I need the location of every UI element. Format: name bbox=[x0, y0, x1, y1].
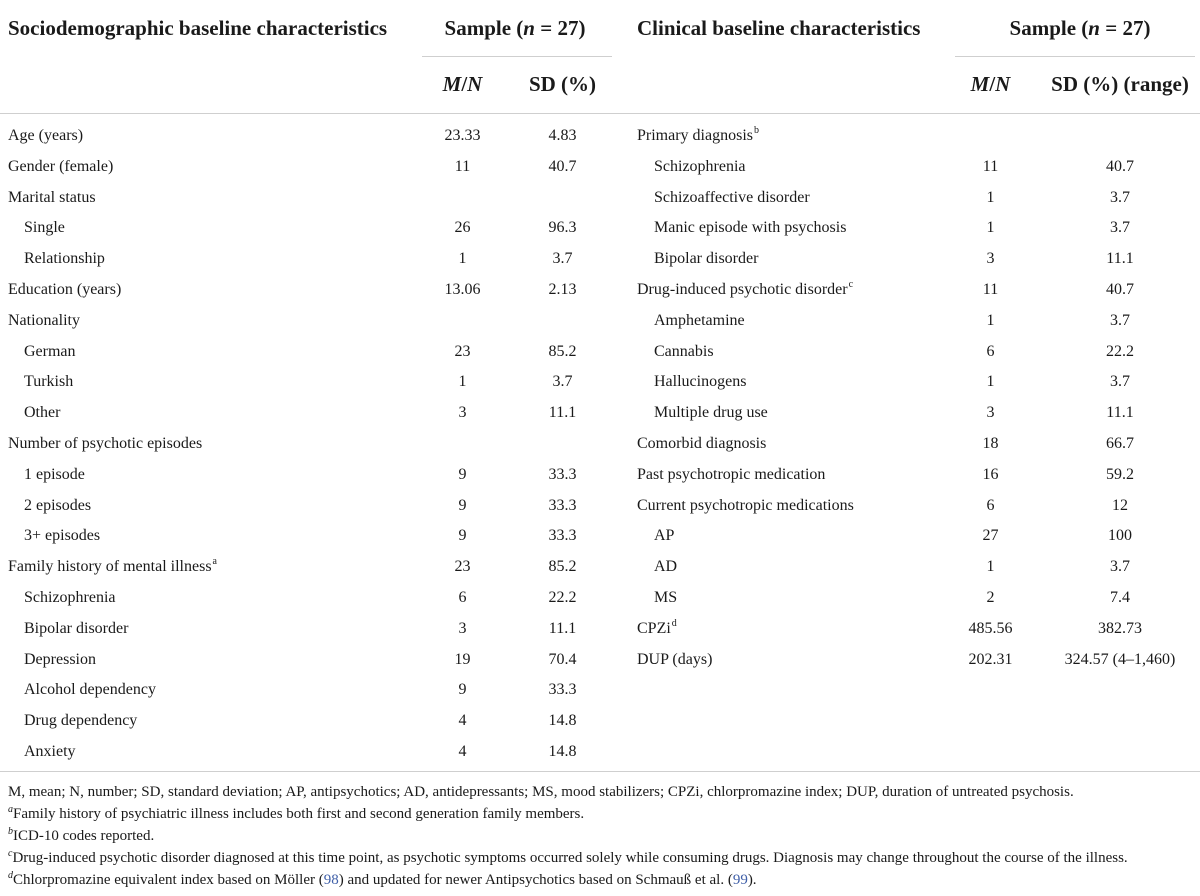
row-label: Amphetamine bbox=[654, 311, 745, 329]
row-mn-value: 1 bbox=[458, 373, 467, 391]
row-mn-value: 11 bbox=[982, 157, 999, 175]
row-sd-value: 85.2 bbox=[548, 558, 577, 576]
row-sd-value: 3.7 bbox=[1110, 311, 1130, 329]
row-label: Bipolar disorder bbox=[24, 619, 129, 637]
row-label: Multiple drug use bbox=[654, 404, 768, 422]
row-label: AP bbox=[654, 527, 675, 545]
row-mn-value: 6 bbox=[458, 589, 467, 606]
right-col-sd: SD (%) (range) bbox=[1051, 72, 1189, 96]
row-label: Relationship bbox=[24, 250, 105, 268]
row-mn-value: 9 bbox=[458, 681, 467, 699]
footnote-c: $^c$Drug-induced psychotic disorder diagnosed at this time point, as psychotic symptoms occurred solely while consuming drugs. Diagnosis may change throughout the course of the illness. bbox=[8, 848, 1128, 866]
row-mn-value: 1 bbox=[986, 373, 995, 391]
row-sd-value: 100 bbox=[1108, 527, 1132, 545]
row-label: Single bbox=[24, 219, 65, 237]
reference-link-98[interactable]: 98 bbox=[323, 872, 339, 888]
row-mn-value: 4 bbox=[458, 743, 467, 760]
row-sd-value: 3.7 bbox=[552, 250, 573, 268]
row-label: Turkish bbox=[24, 373, 74, 391]
row-mn-value: 1 bbox=[986, 219, 995, 237]
left-col-sd: SD (%) bbox=[528, 72, 597, 96]
right-table-header: Clinical baseline characteristics bbox=[637, 16, 921, 40]
row-sd-value: 14.8 bbox=[548, 743, 577, 760]
row-mn-value: 1 bbox=[458, 250, 467, 268]
row-sd-value: 2.13 bbox=[548, 281, 577, 298]
row-sd-value: 33.3 bbox=[548, 496, 577, 514]
row-sd-value: 11.1 bbox=[548, 404, 577, 422]
row-sd-value: 7.4 bbox=[1110, 589, 1130, 606]
row-label: Depression bbox=[24, 650, 96, 668]
row-label: Comorbid diagnosis bbox=[637, 435, 767, 452]
row-sd-value: 33.3 bbox=[548, 465, 577, 483]
row-mn-value: 9 bbox=[458, 496, 467, 514]
row-mn-value: 11 bbox=[982, 281, 999, 298]
row-label: Education (years) bbox=[8, 281, 122, 298]
row-sd-value: 40.7 bbox=[548, 157, 577, 175]
footnotes bbox=[8, 781, 1198, 891]
row-sd-value: 12 bbox=[1112, 496, 1128, 514]
right-sample-underline bbox=[955, 56, 1195, 57]
row-label: Drug dependency bbox=[24, 712, 138, 730]
row-mn-value: 6 bbox=[986, 342, 995, 360]
row-sd-value: 3.7 bbox=[1110, 373, 1130, 391]
row-label: Age (years) bbox=[8, 127, 84, 144]
row-label: 2 episodes bbox=[24, 496, 92, 514]
row-label: German bbox=[24, 342, 76, 360]
row-mn-value: 4 bbox=[458, 712, 467, 730]
row-sd-value: 40.7 bbox=[1106, 281, 1134, 298]
row-mn-value: 9 bbox=[458, 465, 467, 483]
row-mn-value: 485.56 bbox=[968, 619, 1013, 637]
row-mn-value: 9 bbox=[458, 527, 467, 545]
row-mn-value: 3 bbox=[986, 250, 995, 268]
row-mn-value: 3 bbox=[458, 619, 467, 637]
row-mn-value: 27 bbox=[982, 527, 999, 545]
row-sd-value: 22.2 bbox=[1106, 342, 1134, 360]
row-label: DUP (days) bbox=[637, 650, 713, 668]
row-mn-value: 16 bbox=[982, 465, 999, 483]
header-divider bbox=[0, 113, 1200, 114]
row-sd-value: 33.3 bbox=[548, 681, 577, 699]
row-label: Schizoaffective disorder bbox=[654, 188, 810, 206]
row-label: Cannabis bbox=[654, 342, 714, 360]
row-sd-value: 3.7 bbox=[552, 373, 573, 391]
row-mn-value: 3 bbox=[986, 404, 995, 422]
row-label: 1 episode bbox=[24, 465, 85, 483]
row-label: Bipolar disorder bbox=[654, 250, 759, 268]
right-col-mn: M/N bbox=[970, 72, 1011, 96]
row-sd-value: 382.73 bbox=[1098, 619, 1142, 637]
right-sample-header: Sample (n = 27) bbox=[1009, 16, 1151, 40]
row-label: CPZi$^d$ bbox=[637, 617, 677, 637]
footnote-marker: d bbox=[671, 617, 677, 629]
footnote-marker: c bbox=[848, 279, 854, 290]
row-sd-value: 22.2 bbox=[548, 589, 577, 606]
row-sd-value: 96.3 bbox=[548, 219, 577, 237]
row-mn-value: 3 bbox=[458, 404, 467, 422]
row-mn-value: 2 bbox=[986, 589, 995, 606]
row-label: Number of psychotic episodes bbox=[8, 435, 203, 452]
row-sd-value: 40.7 bbox=[1106, 157, 1134, 175]
row-label: Drug-induced psychotic disorder$^c$ bbox=[637, 279, 854, 298]
footnote-a: $^a$Family history of psychiatric illness includes both first and second generation family members. bbox=[8, 804, 585, 822]
row-label: Past psychotropic medication bbox=[637, 465, 826, 483]
row-label: Current psychotropic medications bbox=[637, 496, 854, 514]
row-label: Family history of mental illness$^a$ bbox=[8, 556, 217, 576]
row-label: Hallucinogens bbox=[654, 373, 747, 391]
row-sd-value: 3.7 bbox=[1110, 219, 1130, 237]
row-mn-value: 26 bbox=[454, 219, 471, 237]
row-label: Schizophrenia bbox=[654, 157, 746, 175]
row-label: Schizophrenia bbox=[24, 589, 116, 606]
row-sd-value: 324.57 (4–1,460) bbox=[1064, 650, 1176, 668]
row-sd-value: 70.4 bbox=[548, 650, 577, 668]
row-mn-value: 1 bbox=[986, 311, 995, 329]
footnote-d: $^d$Chlorpromazine equivalent index based on Möller (98) and updated for newer Antipsychotics based on Schmauß et al. (99). bbox=[8, 870, 757, 888]
row-label: Manic episode with psychosis bbox=[654, 219, 847, 237]
row-mn-value: 23.33 bbox=[444, 127, 481, 144]
row-label: Nationality bbox=[8, 311, 80, 329]
row-mn-value: 6 bbox=[986, 496, 995, 514]
left-col-mn: M/N bbox=[442, 72, 483, 96]
row-sd-value: 11.1 bbox=[548, 619, 577, 637]
row-sd-value: 3.7 bbox=[1110, 558, 1130, 576]
row-sd-value: 85.2 bbox=[548, 342, 577, 360]
row-mn-value: 23 bbox=[454, 558, 471, 576]
row-mn-value: 13.06 bbox=[444, 281, 481, 298]
row-mn-value: 18 bbox=[982, 435, 999, 452]
row-label: Other bbox=[24, 404, 61, 422]
row-sd-value: 33.3 bbox=[548, 527, 577, 545]
footnote-abbreviations: M, mean; N, number; SD, standard deviation; AP, antipsychotics; AD, antidepressants; MS, mood stabilizers; CPZi, chlorpromazine index; DUP, duration of untreated psychosis. bbox=[8, 784, 1074, 800]
left-table-header: Sociodemographic baseline characteristics bbox=[8, 16, 388, 40]
footnote-marker: b bbox=[754, 125, 759, 136]
row-label: Primary diagnosis$^b$ bbox=[637, 125, 759, 144]
row-label: Marital status bbox=[8, 188, 96, 206]
footnote-divider bbox=[0, 771, 1200, 772]
row-mn-value: 19 bbox=[454, 650, 471, 668]
row-mn-value: 202.31 bbox=[968, 650, 1013, 668]
row-sd-value: 66.7 bbox=[1106, 435, 1134, 452]
row-sd-value: 14.8 bbox=[548, 712, 577, 730]
row-sd-value: 11.1 bbox=[1106, 404, 1134, 422]
row-mn-value: 1 bbox=[986, 558, 995, 576]
left-sample-header: Sample (n = 27) bbox=[444, 16, 586, 40]
row-label: 3+ episodes bbox=[24, 527, 101, 545]
row-sd-value: 4.83 bbox=[548, 127, 577, 144]
footnote-b: $^b$ICD-10 codes reported. bbox=[8, 826, 155, 844]
row-sd-value: 3.7 bbox=[1110, 188, 1130, 206]
row-label: MS bbox=[654, 589, 678, 606]
reference-link-99[interactable]: 99 bbox=[732, 872, 748, 888]
row-sd-value: 11.1 bbox=[1106, 250, 1134, 268]
row-label: Gender (female) bbox=[8, 157, 114, 175]
row-sd-value: 59.2 bbox=[1106, 465, 1134, 483]
footnote-marker: a bbox=[212, 556, 217, 568]
row-mn-value: 23 bbox=[454, 342, 471, 360]
left-sample-underline bbox=[422, 56, 612, 57]
row-label: Anxiety bbox=[24, 743, 76, 760]
row-mn-value: 11 bbox=[454, 157, 471, 175]
row-mn-value: 1 bbox=[986, 188, 995, 206]
row-label: Alcohol dependency bbox=[24, 681, 156, 699]
row-label: AD bbox=[654, 558, 678, 576]
